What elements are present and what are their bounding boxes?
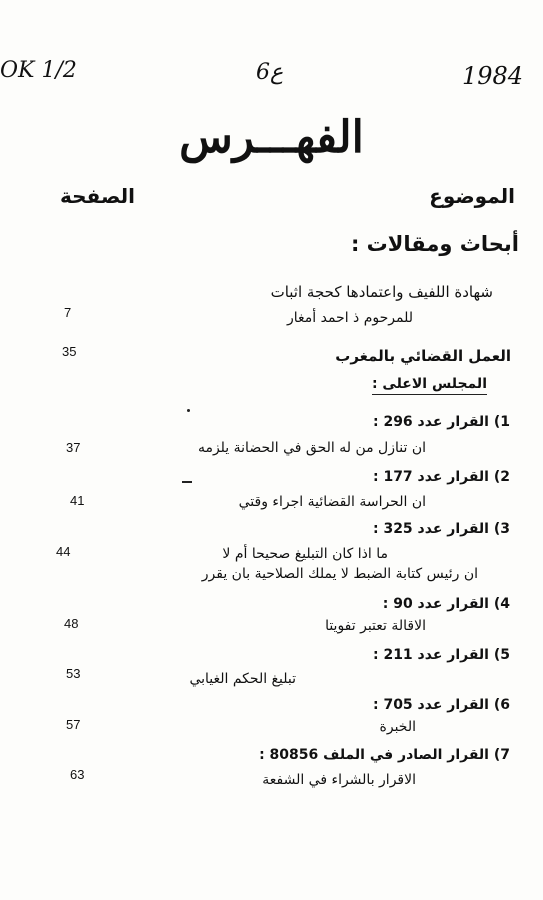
decision-3-topic-line2: ان رئيس كتابة الضبط لا يملك الصلاحية بان يقرر [201, 566, 478, 582]
decision-7-topic: الاقرار بالشراء في الشفعة [262, 772, 416, 788]
handwritten-year: 1984 [462, 62, 524, 90]
supreme-council-subtitle: المجلس الاعلى : [372, 376, 487, 395]
stray-mark [182, 481, 192, 483]
article-title-line1: شهادة اللفيف واعتمادها كحجة اثبات [270, 283, 493, 301]
decision-5-page: 53 [66, 666, 81, 681]
handwritten-note-center: 6ع [256, 60, 284, 85]
article-title-line2: للمرحوم ذ احمد أمغار [286, 310, 413, 326]
page-title: الفهـــرس [179, 112, 364, 163]
decision-1-page: 37 [66, 440, 81, 455]
judicial-section-title: العمل القضائي بالمغرب [335, 347, 511, 365]
decision-4-heading: 4) القرار عدد 90 : [382, 596, 510, 612]
topic-column-header: الموضوع [429, 184, 515, 208]
decision-2-page: 41 [70, 493, 85, 508]
decision-3-heading: 3) القرار عدد 325 : [372, 521, 510, 537]
judicial-page-number: 35 [62, 344, 77, 359]
decision-4-topic: الاقالة تعتبر تفويتا [325, 618, 426, 634]
decision-7-page: 63 [70, 767, 85, 782]
page-column-header: الصفحة [60, 184, 136, 208]
decision-2-topic: ان الحراسة القضائية اجراء وقتي [238, 494, 426, 510]
handwritten-note-left: OK 1/2 [0, 58, 77, 83]
decision-3-topic-line1: ما اذا كان التبليغ صحيحا أم لا [222, 546, 388, 562]
decision-4-page: 48 [64, 616, 79, 631]
decision-3-page: 44 [56, 544, 71, 559]
decision-5-topic: تبليغ الحكم الغيابي [189, 671, 296, 687]
decision-2-heading: 2) القرار عدد 177 : [372, 469, 510, 485]
decision-6-topic: الخبرة [379, 719, 416, 735]
stray-mark [187, 409, 190, 412]
article-page-number: 7 [64, 305, 72, 320]
decision-6-heading: 6) القرار عدد 705 : [372, 697, 510, 713]
decision-5-heading: 5) القرار عدد 211 : [372, 647, 510, 663]
decision-1-heading: 1) القرار عدد 296 : [372, 414, 510, 430]
section-title: أبحاث ومقالات : [350, 232, 519, 256]
decision-7-heading: 7) القرار الصادر في الملف 80856 : [259, 747, 510, 763]
decision-1-topic: ان تنازل من له الحق في الحضانة يلزمه [197, 440, 426, 456]
decision-6-page: 57 [66, 717, 81, 732]
